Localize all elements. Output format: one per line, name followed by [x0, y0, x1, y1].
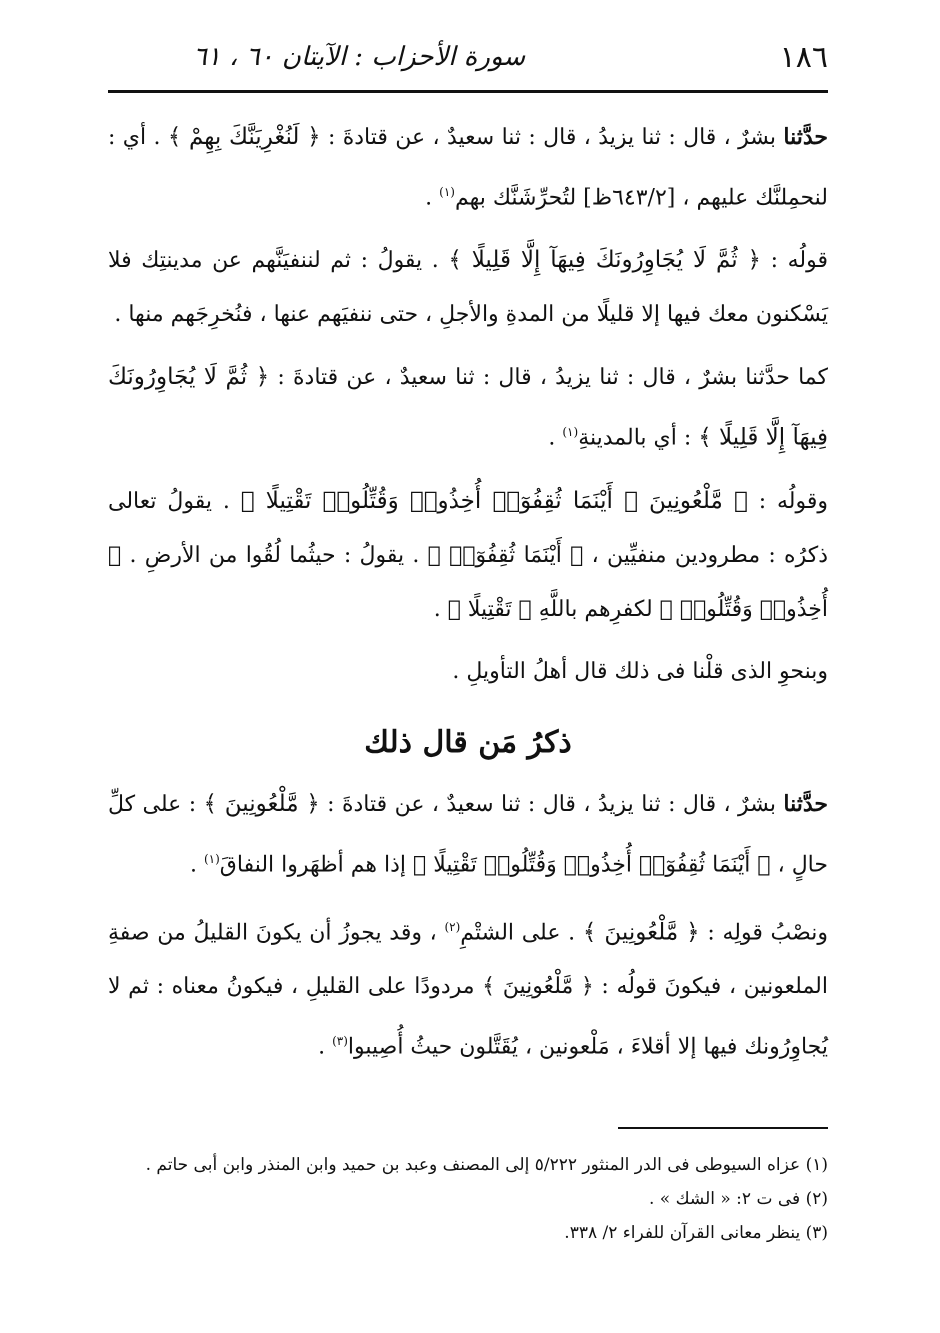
paragraph-text: . يقولُ تعالى ذكرُه : مطرودين منفيِّين ، ﴿ أَيْنَمَا ثُقِفُوٓا۟ ﴾ . يقولُ : حيثُما لُقُوا من الأرضِ . ﴿ أُخِذُوا۟ وَقُتِّلُوا۟ ﴾ لكفرِهم باللَّهِ ﴿ تَقْتِيلًا ﴾ .	[108, 488, 828, 622]
paragraph	[108, 645, 828, 699]
footnote-ref: (١)	[439, 185, 455, 199]
paragraph-text: بشرٌ ، قال : ثنا يزيدُ ، قال : ثنا سعيدٌ ، عن قتادةَ :	[320, 125, 784, 150]
footnote: (٣) ينظر معانى القرآن للفراء ٢/ ٣٣٨.	[564, 1223, 828, 1243]
paragraph	[108, 350, 828, 465]
paragraph-text: كما حدَّثنا بشرٌ ، قال : ثنا يزيدُ ، قال : ثنا سعيدٌ ، عن قتادةَ :	[269, 365, 828, 391]
quran-quote: ﴿ مَّلْعُونِينَ ﴾	[203, 790, 320, 817]
main-text	[108, 110, 828, 1075]
footnote-ref: (٢)	[444, 919, 461, 934]
section-heading: ذكرُ مَن قال ذلك	[364, 724, 572, 760]
quran-quote: ﴿ ثُمَّ لَا يُجَاوِرُونَكَ فِيهَآ إِلَّا قَلِيلًا ﴾	[448, 247, 762, 274]
paragraph-text: قولُه :	[761, 248, 828, 274]
paragraph-text: : أي بالمدينةِ	[578, 425, 699, 451]
paragraph-text: وبنحوِ الذى قلْنا فى ذلك قال أهلُ التأويلِ .	[452, 658, 828, 684]
paragraph-text: : على كلِّ حالٍ ، ﴿ أَيْنَمَا ثُقِفُوٓا۟ أُخِذُوا۟ وَقُتِّلُوا۟ تَقْتِيلًا ﴾ إذا هم أظهَروا النفاقَ	[108, 791, 828, 877]
paragraph-text: . أي : لنحمِلنَّك عليهم ، [٦٤٣/٢ظ] لتُحرِّشَنَّك بهم	[108, 125, 828, 211]
quran-quote: ﴿ ثُمَّ لَا يُجَاوِرُونَكَ فِيهَآ إِلَّا قَلِيلًا ﴾	[108, 364, 828, 451]
paragraph-lead: حدَّثنا	[783, 790, 828, 817]
paragraph-text: . يقولُ : ثم لننفيَنَّهم عن مدينتِك فلا يَسْكنون معك فيها إلا قليلًا من المدةِ والأجلِ ، حتى ننفيَهم عنها ، فنُخرِجَهم منها .	[108, 248, 828, 328]
paragraph-text: وقولُه :	[747, 488, 828, 514]
paragraph-text: .	[189, 851, 204, 877]
paragraph-text: ، وقد يجوزُ أن يكونَ القليلُ من صفةِ الملعونين ، فيكونَ قولُه : ﴿ مَّلْعُونِينَ ﴾ مردودًا على القليلِ ، فيكونُ معناه : ثم لا يُجاوِرُونك فيها إلا أقلاءَ ، مَلْعونين ، يُقَتَّلون حيثُ أُصِيبوا	[108, 920, 828, 1060]
paragraph-text: .	[548, 425, 563, 451]
page-header	[110, 40, 828, 82]
footnote-ref: (٣)	[332, 1034, 348, 1049]
paragraph-text: . على الشتْمِ	[460, 920, 583, 946]
paragraph-lead: حدَّثنا	[783, 124, 828, 150]
header-rule	[108, 90, 828, 93]
footnotes	[108, 1148, 828, 1250]
running-title: سورة الأحزاب : الآيتان ٦٠ ، ٦١	[192, 42, 526, 72]
paragraph-text: ونصْبُ قولِه :	[699, 920, 828, 946]
paragraph-text: .	[318, 1034, 333, 1060]
footnote-rule	[618, 1127, 828, 1129]
paragraph	[108, 474, 828, 637]
quran-quote: ﴿ لَنُغْرِيَنَّكَ بِهِمْ ﴾	[167, 124, 321, 150]
paragraph	[108, 233, 828, 342]
paragraph	[108, 900, 828, 1075]
footnote: (٢) فى ت ٢: « الشك » .	[648, 1189, 828, 1209]
paragraph-text: بشرٌ ، قال : ثنا يزيدُ ، قال : ثنا سعيدٌ ، عن قتادةَ :	[319, 791, 784, 817]
footnote-ref: (١)	[562, 425, 579, 440]
page-number: ١٨٦	[779, 40, 828, 75]
paragraph	[108, 110, 828, 225]
quran-quote: ﴿ مَّلْعُونِينَ ۖ أَيْنَمَا ثُقِفُوٓا۟ أُخِذُوا۟ وَقُتِّلُوا۟ تَقْتِيلًا ﴾	[240, 487, 748, 514]
paragraph	[108, 777, 828, 892]
paragraph-text: .	[425, 185, 440, 211]
quran-quote: ﴿ مَّلْعُونِينَ ﴾	[582, 919, 700, 946]
footnote-ref: (١)	[203, 851, 220, 866]
footnote: (١) عزاه السيوطى فى الدر المنثور ٥/٢٢٢ إلى المصنف وعبد بن حميد وابن المنذر وابن أبى حاتم .	[145, 1155, 828, 1175]
